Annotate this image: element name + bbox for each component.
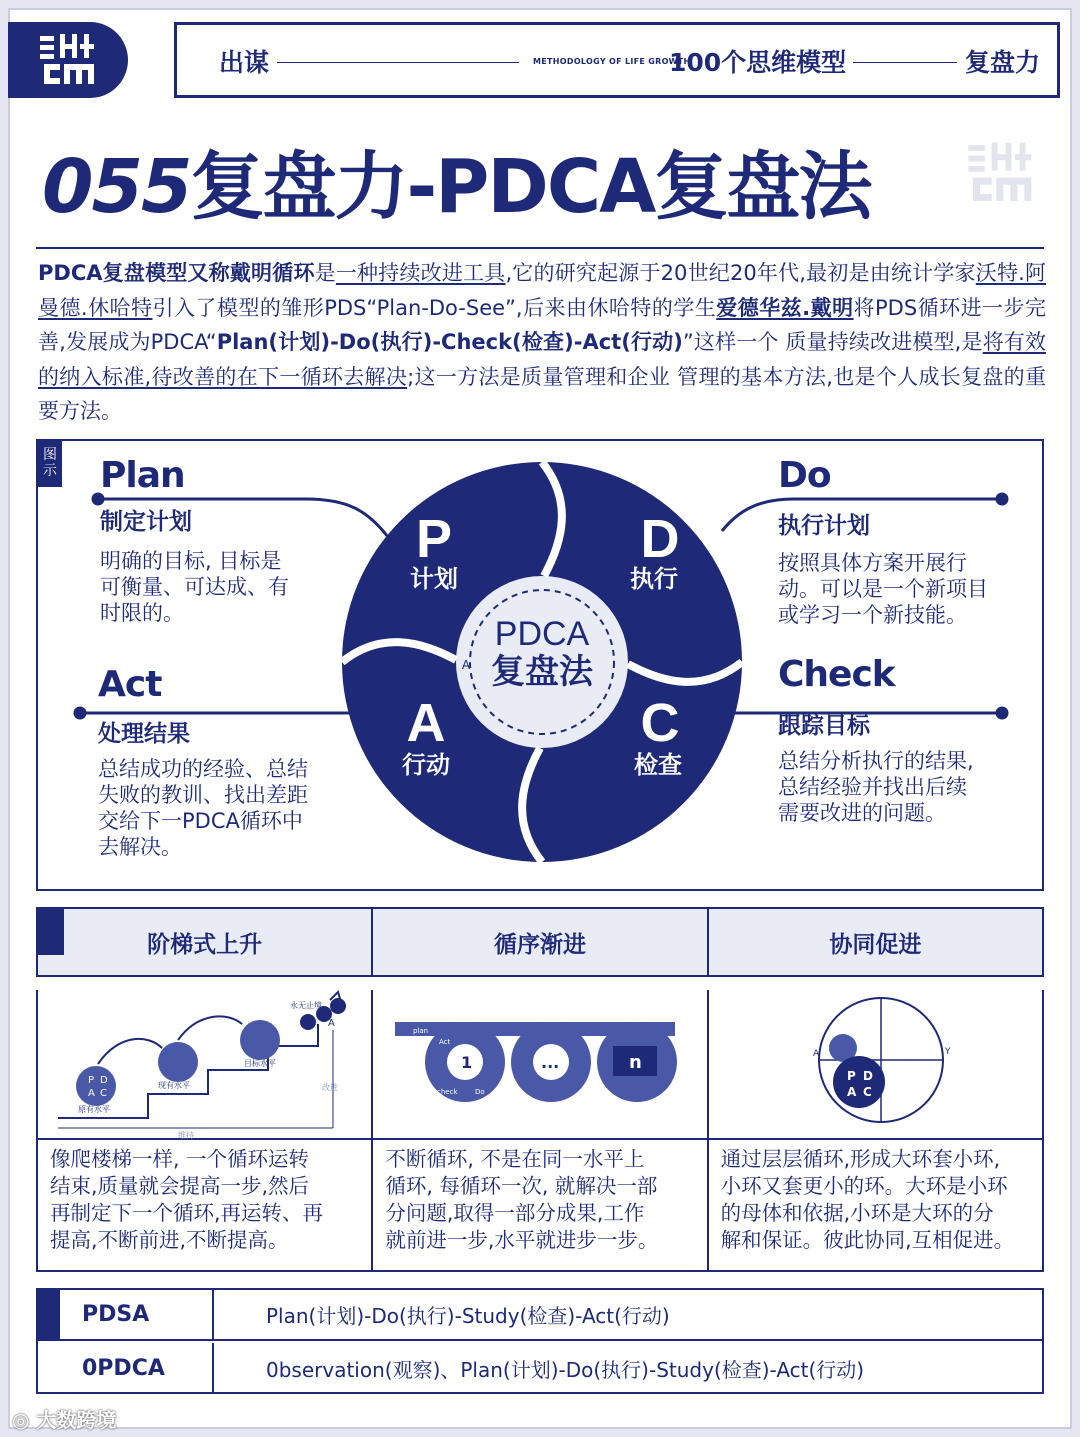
feature-text-line: 提高,不断前进,不断提高。 [50, 1228, 289, 1252]
chain-number-n: n [629, 1052, 643, 1073]
nested-illustration [709, 990, 1042, 1140]
diagram-tag-text: 图示 [43, 447, 57, 479]
do-title: Do [778, 455, 831, 496]
stair-level-1: 原有水平 [78, 1105, 110, 1114]
title-number: 055 [42, 144, 191, 230]
feature-synergy [709, 990, 1042, 1270]
quadrant-p-letter: P [415, 509, 453, 569]
do-desc [778, 550, 988, 628]
check-subtitle: 跟踪目标 [778, 713, 870, 739]
act-subtitle: 处理结果 [98, 721, 190, 747]
feature-text-line: 循环, 每循环一次, 就解决一部 [385, 1174, 658, 1198]
nested-cycle-icon [709, 990, 1039, 1140]
stair-side: 改进 [322, 1083, 338, 1092]
intro-text: 引入了模型的雏形PDS“Plan-Do-See”,后来由休哈特的学生 [152, 295, 717, 320]
page-title [42, 128, 870, 234]
table-row [38, 1290, 1042, 1341]
watermark-icon: ◎ [12, 1408, 37, 1432]
intro-text: ”这样一个 质量持续改进模型,是 [682, 330, 983, 354]
quadrant-c-letter: C [640, 693, 680, 753]
chain-plan-1: plan [413, 1027, 429, 1035]
header-notch [38, 909, 64, 955]
stair-d: D [100, 1075, 108, 1086]
check-desc [778, 748, 974, 826]
intro-term: PDCA复盘模型又称戴明循环 [38, 261, 315, 285]
check-dot [997, 708, 1007, 718]
feature-text [38, 1140, 371, 1254]
feature-gradual [373, 990, 708, 1270]
check-desc-line: 需要改进的问题。 [778, 801, 946, 825]
quadrant-a-letter: A [406, 693, 446, 753]
act-desc-line: 交给下一PDCA循环中 [98, 809, 303, 833]
act-desc-line: 去解决。 [98, 835, 182, 859]
variant-key [38, 1290, 214, 1339]
feature-text-line: 结束,质量就会提高一步,然后 [50, 1174, 310, 1198]
check-title: Check [778, 654, 895, 695]
feature-header-gradual [373, 909, 708, 975]
nested-c: C [862, 1085, 872, 1099]
feature-text-line: 再制定下一个循环,再运转、再 [50, 1201, 324, 1225]
do-desc-line: 动。可以是一个新项目 [778, 577, 988, 601]
brand-name: 出谋 [219, 48, 270, 77]
plan-block [100, 455, 289, 626]
variant-key-text: 0PDCA [82, 1356, 165, 1381]
nested-a: A [846, 1085, 856, 1099]
staircase-icon [38, 990, 358, 1140]
feature-text-line: 解和保证。彼此协同,互相促进。 [720, 1228, 1015, 1252]
nested-p: P [846, 1069, 856, 1083]
logo-mark-icon [38, 32, 98, 88]
plan-desc [100, 548, 289, 626]
variant-key-text: PDSA [82, 1302, 150, 1327]
title-text: 复盘力-PDCA复盘法 [190, 144, 871, 230]
chain-illustration [373, 990, 706, 1140]
feature-title: 协同促进 [829, 931, 922, 958]
stair-base: 维持 [178, 1131, 194, 1140]
variants-table [36, 1288, 1044, 1394]
act-desc-line: 失败的教训、找出差距 [98, 783, 308, 807]
nested-axis-y: Y [944, 1047, 951, 1057]
feature-text-line: 小环又套更小的环。大环是小环 [720, 1174, 1008, 1198]
intro-paragraph [38, 256, 1046, 429]
variant-value: Plan(计划)-Do(执行)-Study(检查)-Act(行动) [266, 1304, 670, 1328]
act-desc-line: 总结成功的经验、总结 [98, 757, 308, 781]
nested-d: D [862, 1069, 873, 1083]
check-block [778, 655, 974, 826]
pdca-diagram [36, 439, 1044, 891]
feature-text-line: 就前进一步,水平就进步一步。 [385, 1228, 659, 1252]
table-row [38, 1343, 1042, 1394]
feature-text-line: 不断循环, 不是在同一水平上 [385, 1147, 645, 1171]
variant-key [38, 1343, 214, 1394]
intro-text: ;这一方法是质量管理和企业 管理的基本方法,也是个人成长复盘的重要方法。 [38, 364, 1046, 423]
feature-text [709, 1140, 1042, 1254]
nested-axis-a: A [812, 1049, 819, 1059]
chain-act: Act [439, 1038, 451, 1046]
do-dot [997, 494, 1007, 504]
header-tagline: METHODOLOGY OF LIFE GROWTH [533, 57, 691, 66]
plan-title: Plan [100, 455, 185, 496]
feature-header-stair [38, 909, 373, 975]
category-name: 复盘力 [965, 48, 1041, 77]
stair-level-2: 现有水平 [158, 1081, 190, 1090]
feature-text [373, 1140, 706, 1254]
do-desc-line: 按照具体方案开展行 [778, 551, 967, 575]
act-desc [98, 756, 308, 860]
title-rule [36, 247, 1044, 249]
variant-value: 0bservation(观察)、Plan(计划)-Do(执行)-Study(检查)-Act(行动) [266, 1358, 865, 1382]
feature-title: 阶梯式上升 [147, 931, 263, 958]
intro-highlight: 将有效的纳入标准,待改善的在下一循环去解决 [38, 330, 1047, 389]
header-bar [174, 22, 1060, 98]
stair-level-3: 目标水平 [244, 1059, 276, 1068]
features-header [36, 907, 1044, 977]
feature-title: 循序渐进 [493, 931, 586, 958]
intro-term: Plan(计划)-Do(执行)-Check(检查)-Act(行动) [216, 330, 683, 354]
intro-highlight: 一种持续改进工具 [335, 261, 506, 285]
stair-a: A [88, 1088, 95, 1099]
stair-c: C [100, 1088, 107, 1099]
intro-text: 是 [314, 261, 336, 285]
header-divider [853, 62, 957, 63]
plan-desc-line: 明确的目标, 目标是 [100, 549, 282, 573]
brand-logo [8, 22, 128, 98]
chain-number-1: 1 [461, 1053, 473, 1072]
intro-text: ,它的研究起源于20世纪20年代,最初是由统计学家 [505, 261, 976, 285]
watermark-text: 大数跨境 [36, 1408, 117, 1432]
chain-ellipsis: ... [541, 1053, 560, 1072]
center-subtitle: 复盘法 [491, 652, 593, 692]
quadrant-p-label: 计划 [410, 565, 458, 593]
feature-stair [38, 990, 373, 1270]
quadrant-c-label: 检查 [634, 751, 682, 779]
stair-axis-a: A [328, 1018, 335, 1029]
chain-do: Do [475, 1088, 486, 1096]
row-marker [38, 1290, 60, 1339]
feature-text-line: 像爬楼梯一样, 一个循环运转 [50, 1147, 310, 1171]
footer-watermark [12, 1404, 116, 1433]
do-subtitle: 执行计划 [778, 513, 870, 539]
stair-illustration [38, 990, 371, 1140]
center-title: PDCA [494, 615, 590, 653]
features-body [36, 990, 1044, 1272]
logo-watermark-icon [966, 138, 1036, 208]
intro-person: 沃特.阿曼德.休哈特 [38, 261, 1047, 320]
intro-person: 爱德华兹.戴明 [716, 295, 854, 320]
series-name: 100个思维模型 [669, 48, 847, 77]
check-desc-line: 总结经验并找出后续 [778, 775, 967, 799]
plan-desc-line: 可衡量、可达成、有 [100, 575, 289, 599]
quadrant-d-label: 执行 [630, 565, 678, 593]
do-block [778, 455, 988, 628]
act-block [98, 665, 308, 860]
feature-header-synergy [709, 909, 1042, 975]
plan-desc-line: 时限的。 [100, 601, 184, 625]
feature-text-line: 通过层层循环,形成大环套小环, [720, 1147, 1001, 1171]
header-divider [277, 62, 519, 63]
check-desc-line: 总结分析执行的结果, [778, 749, 974, 773]
quadrant-a-label: 行动 [402, 751, 450, 779]
stair-endless: 永无止境 [290, 1001, 322, 1010]
do-desc-line: 或学习一个新技能。 [778, 603, 967, 627]
stair-p: P [88, 1075, 95, 1086]
chain-check: check [437, 1088, 458, 1096]
cycle-chain-icon [373, 990, 703, 1140]
feature-text-line: 分问题,取得一部分成果,工作 [385, 1201, 645, 1225]
center-a-mark: A [461, 658, 471, 672]
act-title: Act [98, 664, 162, 705]
intro-text: 将PDS循环进一步完善,发展成为PDCA“ [38, 295, 1046, 354]
feature-text-line: 的母体和依据,小环是大环的分 [720, 1201, 994, 1225]
quadrant-d-letter: D [640, 509, 680, 569]
act-dot [75, 708, 85, 718]
plan-subtitle: 制定计划 [100, 509, 192, 535]
